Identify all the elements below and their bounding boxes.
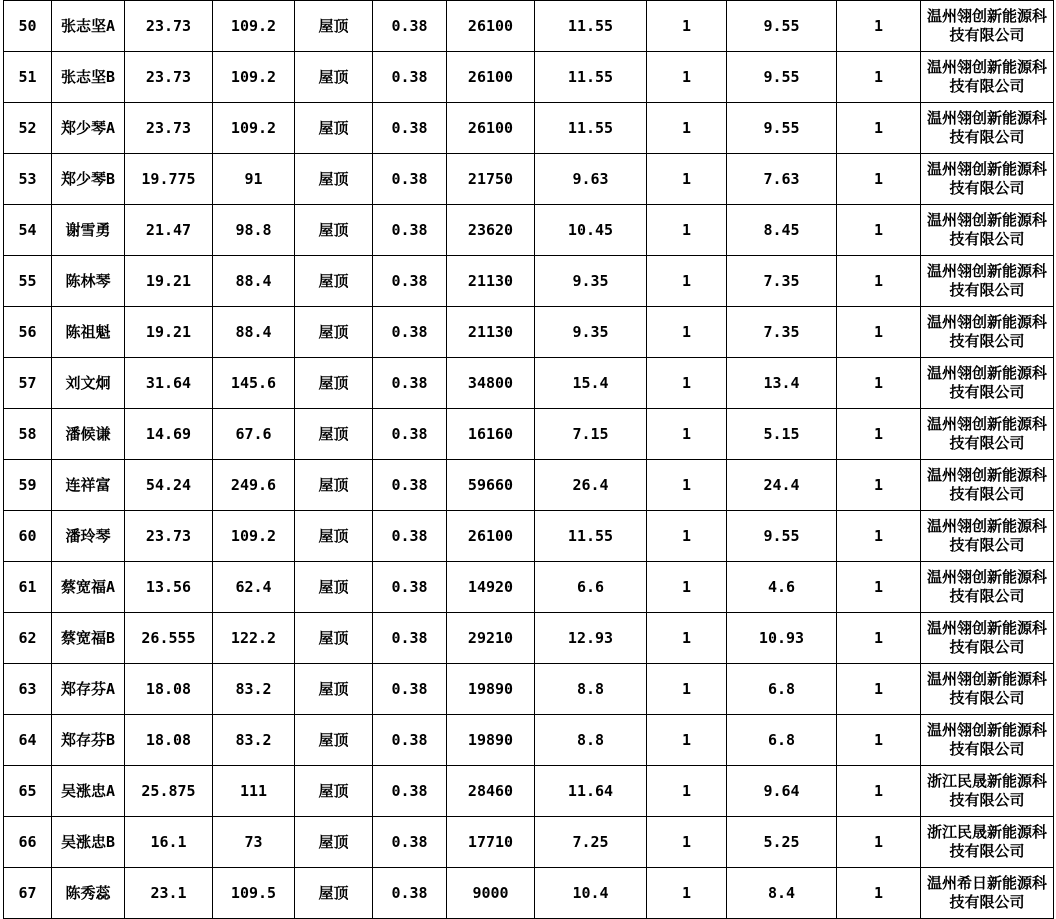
name-text: 蔡宽福B — [60, 628, 116, 647]
cell-company: 温州希日新能源科技有限公司 — [921, 868, 1054, 919]
cell-number: 62 — [4, 613, 52, 664]
cell-area: 67.6 — [213, 409, 295, 460]
cell-investment: 16160 — [447, 409, 535, 460]
cell-voltage: 0.38 — [373, 817, 447, 868]
cell-company: 温州翎创新能源科技有限公司 — [921, 664, 1054, 715]
cell-location: 屋顶 — [295, 715, 373, 766]
cell-number: 60 — [4, 511, 52, 562]
cell-self-use: 8.4 — [727, 868, 837, 919]
cell-capacity: 54.24 — [125, 460, 213, 511]
cell-location: 屋顶 — [295, 562, 373, 613]
cell-company: 温州翎创新能源科技有限公司 — [921, 715, 1054, 766]
cell-investment: 14920 — [447, 562, 535, 613]
cell-count: 1 — [837, 460, 921, 511]
cell-capacity: 13.56 — [125, 562, 213, 613]
cell-connection: 1 — [647, 664, 727, 715]
name-text: 吴涨忠B — [60, 832, 116, 851]
cell-company: 温州翎创新能源科技有限公司 — [921, 256, 1054, 307]
cell-investment: 9000 — [447, 868, 535, 919]
cell-area: 73 — [213, 817, 295, 868]
cell-count: 1 — [837, 766, 921, 817]
cell-self-use: 13.4 — [727, 358, 837, 409]
cell-area: 122.2 — [213, 613, 295, 664]
table-row — [4, 613, 1054, 664]
name-text: 吴涨忠A — [60, 781, 116, 800]
cell-name — [52, 358, 125, 409]
cell-generation: 8.8 — [535, 664, 647, 715]
cell-connection: 1 — [647, 307, 727, 358]
cell-investment: 29210 — [447, 613, 535, 664]
cell-location: 屋顶 — [295, 766, 373, 817]
cell-name — [52, 664, 125, 715]
cell-generation: 9.63 — [535, 154, 647, 205]
cell-number: 54 — [4, 205, 52, 256]
name-text: 张志坚A — [60, 16, 116, 35]
table-row — [4, 358, 1054, 409]
data-table — [3, 0, 1054, 919]
cell-location: 屋顶 — [295, 307, 373, 358]
cell-count: 1 — [837, 205, 921, 256]
cell-number: 61 — [4, 562, 52, 613]
cell-capacity: 14.69 — [125, 409, 213, 460]
cell-name — [52, 817, 125, 868]
cell-count: 1 — [837, 715, 921, 766]
name-text: 潘候谦 — [65, 424, 111, 443]
cell-company: 温州翎创新能源科技有限公司 — [921, 562, 1054, 613]
cell-name — [52, 409, 125, 460]
cell-connection: 1 — [647, 613, 727, 664]
cell-connection: 1 — [647, 409, 727, 460]
cell-area: 109.2 — [213, 511, 295, 562]
table-row — [4, 511, 1054, 562]
cell-capacity: 26.555 — [125, 613, 213, 664]
cell-connection: 1 — [647, 103, 727, 154]
table-row — [4, 664, 1054, 715]
cell-area: 145.6 — [213, 358, 295, 409]
table-row — [4, 1, 1054, 52]
table-row — [4, 205, 1054, 256]
cell-connection: 1 — [647, 817, 727, 868]
table-row — [4, 562, 1054, 613]
table-row — [4, 715, 1054, 766]
cell-number: 56 — [4, 307, 52, 358]
cell-investment: 19890 — [447, 664, 535, 715]
cell-self-use: 7.35 — [727, 307, 837, 358]
cell-area: 83.2 — [213, 715, 295, 766]
name-text: 潘玲琴 — [65, 526, 111, 545]
name-text: 刘文炯 — [65, 373, 111, 392]
cell-area: 91 — [213, 154, 295, 205]
cell-name — [52, 511, 125, 562]
cell-count: 1 — [837, 868, 921, 919]
cell-voltage: 0.38 — [373, 154, 447, 205]
table-row — [4, 766, 1054, 817]
table-row — [4, 460, 1054, 511]
cell-name — [52, 868, 125, 919]
cell-investment: 17710 — [447, 817, 535, 868]
name-text: 陈祖魁 — [65, 322, 111, 341]
cell-connection: 1 — [647, 205, 727, 256]
cell-generation: 12.93 — [535, 613, 647, 664]
cell-self-use: 9.55 — [727, 511, 837, 562]
cell-location: 屋顶 — [295, 664, 373, 715]
cell-location: 屋顶 — [295, 1, 373, 52]
cell-name — [52, 613, 125, 664]
cell-investment: 21130 — [447, 256, 535, 307]
name-text: 郑存芬A — [60, 679, 116, 698]
cell-capacity: 23.1 — [125, 868, 213, 919]
table-row — [4, 307, 1054, 358]
cell-voltage: 0.38 — [373, 409, 447, 460]
cell-voltage: 0.38 — [373, 511, 447, 562]
cell-count: 1 — [837, 358, 921, 409]
cell-location: 屋顶 — [295, 103, 373, 154]
cell-area: 109.5 — [213, 868, 295, 919]
cell-generation: 7.15 — [535, 409, 647, 460]
cell-generation: 10.4 — [535, 868, 647, 919]
cell-name — [52, 715, 125, 766]
cell-self-use: 9.55 — [727, 1, 837, 52]
cell-voltage: 0.38 — [373, 358, 447, 409]
cell-capacity: 19.21 — [125, 256, 213, 307]
cell-connection: 1 — [647, 460, 727, 511]
cell-self-use: 10.93 — [727, 613, 837, 664]
cell-capacity: 31.64 — [125, 358, 213, 409]
cell-investment: 26100 — [447, 52, 535, 103]
cell-count: 1 — [837, 52, 921, 103]
cell-count: 1 — [837, 511, 921, 562]
cell-company: 浙江民晟新能源科技有限公司 — [921, 766, 1054, 817]
cell-area: 249.6 — [213, 460, 295, 511]
cell-self-use: 5.25 — [727, 817, 837, 868]
table-row — [4, 868, 1054, 919]
cell-capacity: 21.47 — [125, 205, 213, 256]
cell-company: 浙江民晟新能源科技有限公司 — [921, 817, 1054, 868]
cell-investment: 26100 — [447, 1, 535, 52]
cell-company: 温州翎创新能源科技有限公司 — [921, 613, 1054, 664]
cell-count: 1 — [837, 409, 921, 460]
cell-self-use: 9.64 — [727, 766, 837, 817]
cell-company: 温州翎创新能源科技有限公司 — [921, 307, 1054, 358]
cell-number: 52 — [4, 103, 52, 154]
cell-voltage: 0.38 — [373, 256, 447, 307]
name-text: 蔡宽福A — [60, 577, 116, 596]
cell-self-use: 4.6 — [727, 562, 837, 613]
cell-self-use: 6.8 — [727, 715, 837, 766]
cell-generation: 9.35 — [535, 256, 647, 307]
cell-area: 88.4 — [213, 307, 295, 358]
cell-number: 57 — [4, 358, 52, 409]
cell-voltage: 0.38 — [373, 613, 447, 664]
cell-investment: 34800 — [447, 358, 535, 409]
cell-voltage: 0.38 — [373, 1, 447, 52]
cell-count: 1 — [837, 817, 921, 868]
name-text: 陈秀蕊 — [65, 883, 111, 902]
cell-voltage: 0.38 — [373, 103, 447, 154]
table-body — [4, 1, 1054, 919]
cell-count: 1 — [837, 1, 921, 52]
cell-name — [52, 1, 125, 52]
cell-number: 51 — [4, 52, 52, 103]
cell-connection: 1 — [647, 715, 727, 766]
cell-generation: 6.6 — [535, 562, 647, 613]
cell-investment: 26100 — [447, 511, 535, 562]
cell-company: 温州翎创新能源科技有限公司 — [921, 103, 1054, 154]
cell-generation: 11.55 — [535, 1, 647, 52]
table-row — [4, 409, 1054, 460]
cell-voltage: 0.38 — [373, 460, 447, 511]
cell-name — [52, 307, 125, 358]
cell-connection: 1 — [647, 562, 727, 613]
cell-capacity: 16.1 — [125, 817, 213, 868]
cell-connection: 1 — [647, 868, 727, 919]
cell-name — [52, 52, 125, 103]
cell-number: 59 — [4, 460, 52, 511]
cell-investment: 21750 — [447, 154, 535, 205]
name-text: 谢雪勇 — [65, 220, 111, 239]
cell-number: 64 — [4, 715, 52, 766]
cell-connection: 1 — [647, 256, 727, 307]
cell-voltage: 0.38 — [373, 664, 447, 715]
cell-self-use: 6.8 — [727, 664, 837, 715]
cell-name — [52, 256, 125, 307]
cell-generation: 11.55 — [535, 52, 647, 103]
cell-company: 温州翎创新能源科技有限公司 — [921, 205, 1054, 256]
cell-connection: 1 — [647, 511, 727, 562]
cell-connection: 1 — [647, 1, 727, 52]
cell-capacity: 18.08 — [125, 664, 213, 715]
name-text: 郑存芬B — [60, 730, 116, 749]
cell-location: 屋顶 — [295, 154, 373, 205]
cell-area: 109.2 — [213, 52, 295, 103]
cell-location: 屋顶 — [295, 52, 373, 103]
cell-location: 屋顶 — [295, 817, 373, 868]
cell-count: 1 — [837, 154, 921, 205]
cell-number: 65 — [4, 766, 52, 817]
cell-count: 1 — [837, 256, 921, 307]
cell-generation: 7.25 — [535, 817, 647, 868]
cell-company: 温州翎创新能源科技有限公司 — [921, 52, 1054, 103]
cell-name — [52, 460, 125, 511]
cell-generation: 26.4 — [535, 460, 647, 511]
cell-connection: 1 — [647, 358, 727, 409]
cell-voltage: 0.38 — [373, 766, 447, 817]
cell-company: 温州翎创新能源科技有限公司 — [921, 511, 1054, 562]
cell-location: 屋顶 — [295, 511, 373, 562]
cell-name — [52, 205, 125, 256]
cell-self-use: 24.4 — [727, 460, 837, 511]
cell-self-use: 9.55 — [727, 103, 837, 154]
cell-generation: 8.8 — [535, 715, 647, 766]
cell-number: 53 — [4, 154, 52, 205]
cell-generation: 10.45 — [535, 205, 647, 256]
cell-self-use: 8.45 — [727, 205, 837, 256]
cell-count: 1 — [837, 664, 921, 715]
cell-location: 屋顶 — [295, 613, 373, 664]
cell-area: 111 — [213, 766, 295, 817]
cell-company: 温州翎创新能源科技有限公司 — [921, 154, 1054, 205]
cell-voltage: 0.38 — [373, 307, 447, 358]
cell-area: 109.2 — [213, 103, 295, 154]
cell-number: 50 — [4, 1, 52, 52]
cell-number: 63 — [4, 664, 52, 715]
cell-area: 109.2 — [213, 1, 295, 52]
cell-number: 58 — [4, 409, 52, 460]
cell-voltage: 0.38 — [373, 715, 447, 766]
cell-count: 1 — [837, 613, 921, 664]
cell-count: 1 — [837, 562, 921, 613]
table-row — [4, 52, 1054, 103]
name-text: 连祥富 — [65, 475, 111, 494]
cell-area: 83.2 — [213, 664, 295, 715]
cell-company: 温州翎创新能源科技有限公司 — [921, 460, 1054, 511]
cell-generation: 11.55 — [535, 103, 647, 154]
cell-capacity: 18.08 — [125, 715, 213, 766]
cell-name — [52, 562, 125, 613]
cell-count: 1 — [837, 307, 921, 358]
cell-generation: 11.64 — [535, 766, 647, 817]
cell-investment: 28460 — [447, 766, 535, 817]
name-text: 张志坚B — [60, 67, 116, 86]
cell-connection: 1 — [647, 52, 727, 103]
cell-voltage: 0.38 — [373, 562, 447, 613]
cell-generation: 15.4 — [535, 358, 647, 409]
cell-investment: 59660 — [447, 460, 535, 511]
cell-number: 66 — [4, 817, 52, 868]
cell-location: 屋顶 — [295, 409, 373, 460]
table-row — [4, 154, 1054, 205]
cell-location: 屋顶 — [295, 868, 373, 919]
cell-area: 88.4 — [213, 256, 295, 307]
cell-self-use: 7.63 — [727, 154, 837, 205]
cell-self-use: 5.15 — [727, 409, 837, 460]
table-row — [4, 103, 1054, 154]
cell-count: 1 — [837, 103, 921, 154]
table-row — [4, 817, 1054, 868]
table-row — [4, 256, 1054, 307]
cell-location: 屋顶 — [295, 358, 373, 409]
cell-investment: 19890 — [447, 715, 535, 766]
cell-capacity: 19.775 — [125, 154, 213, 205]
cell-generation: 11.55 — [535, 511, 647, 562]
cell-generation: 9.35 — [535, 307, 647, 358]
cell-connection: 1 — [647, 154, 727, 205]
cell-capacity: 23.73 — [125, 511, 213, 562]
cell-area: 98.8 — [213, 205, 295, 256]
cell-capacity: 23.73 — [125, 52, 213, 103]
cell-area: 62.4 — [213, 562, 295, 613]
name-text: 郑少琴B — [60, 169, 116, 188]
cell-self-use: 9.55 — [727, 52, 837, 103]
cell-voltage: 0.38 — [373, 205, 447, 256]
cell-company: 温州翎创新能源科技有限公司 — [921, 1, 1054, 52]
cell-capacity: 25.875 — [125, 766, 213, 817]
cell-number: 55 — [4, 256, 52, 307]
cell-name — [52, 154, 125, 205]
cell-self-use: 7.35 — [727, 256, 837, 307]
cell-location: 屋顶 — [295, 460, 373, 511]
cell-capacity: 23.73 — [125, 103, 213, 154]
name-text: 陈林琴 — [65, 271, 111, 290]
cell-name — [52, 103, 125, 154]
cell-company: 温州翎创新能源科技有限公司 — [921, 358, 1054, 409]
name-text: 郑少琴A — [60, 118, 116, 137]
cell-investment: 26100 — [447, 103, 535, 154]
cell-voltage: 0.38 — [373, 52, 447, 103]
cell-investment: 23620 — [447, 205, 535, 256]
cell-capacity: 19.21 — [125, 307, 213, 358]
cell-company: 温州翎创新能源科技有限公司 — [921, 409, 1054, 460]
cell-number: 67 — [4, 868, 52, 919]
cell-voltage: 0.38 — [373, 868, 447, 919]
cell-investment: 21130 — [447, 307, 535, 358]
cell-location: 屋顶 — [295, 256, 373, 307]
cell-connection: 1 — [647, 766, 727, 817]
cell-location: 屋顶 — [295, 205, 373, 256]
cell-capacity: 23.73 — [125, 1, 213, 52]
cell-name — [52, 766, 125, 817]
